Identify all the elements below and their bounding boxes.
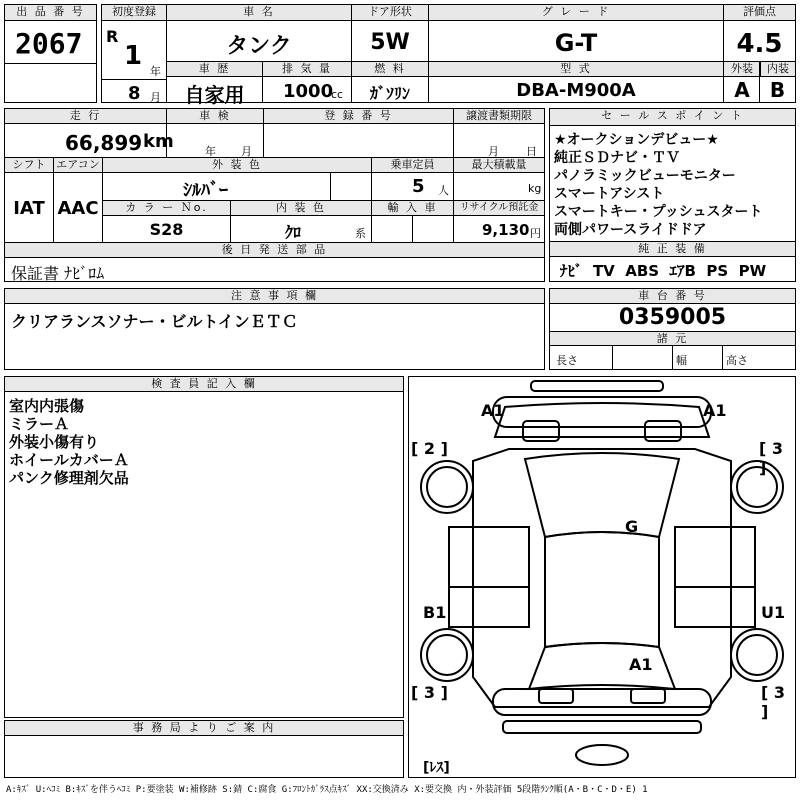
- first-reg-label: 初度登録: [102, 5, 166, 21]
- model: DBA-M900A: [516, 80, 636, 101]
- notes-label: 注 意 事 項 欄: [5, 289, 544, 304]
- reg-no-label: 登 録 番 号: [264, 109, 453, 124]
- later-box: [4, 242, 545, 282]
- sales-line: スマートキー・プッシュスタート: [554, 204, 763, 220]
- transfer-day-unit: 日: [526, 145, 537, 158]
- int-color-label: 内 装 色: [231, 201, 371, 216]
- ext-color-label: 外 装 色: [103, 158, 371, 173]
- inspector-line: ミラーＡ: [9, 415, 70, 433]
- ext-int-box: [723, 61, 796, 103]
- mark-rear-left-tire: [ 3 ]: [411, 683, 448, 702]
- equipment-box: [549, 241, 796, 282]
- score: 4.5: [736, 29, 783, 59]
- load-unit: kg: [528, 182, 542, 195]
- ext-color: ｼﾙﾊﾞｰ: [183, 180, 228, 201]
- sales-line: 純正ＳＤナビ・ＴＶ: [554, 150, 680, 166]
- model-label: 型 式: [429, 62, 723, 77]
- mileage-unit: km: [143, 131, 174, 152]
- divider: [330, 173, 331, 200]
- transfer-label: 譲渡書類期限: [454, 109, 544, 124]
- capacity-unit: 人: [438, 184, 449, 197]
- mark-a1-front-right: A1: [703, 401, 727, 420]
- import-box: [371, 200, 454, 243]
- month-unit: 月: [150, 91, 161, 104]
- capacity-box: [371, 157, 454, 201]
- sales-line: スマートアシスト: [554, 186, 665, 202]
- int-color-box: [230, 200, 372, 243]
- displacement: 1000: [283, 81, 334, 102]
- sales-line: ★オークションデビュー★: [554, 132, 719, 148]
- year-unit: 年: [150, 65, 161, 78]
- shift: IAT: [13, 198, 45, 219]
- displacement-label: 排 気 量: [263, 62, 351, 77]
- grade: G-T: [554, 29, 598, 57]
- interior-grade: B: [769, 78, 786, 102]
- inspector-box: [4, 376, 404, 718]
- load-box: [453, 157, 545, 201]
- later: 保証書 ﾅﾋﾞﾛﾑ: [11, 264, 105, 283]
- notes-box: [4, 288, 545, 370]
- width-label: 幅: [676, 354, 687, 367]
- office-box: [4, 720, 404, 778]
- interior-label: 内装: [760, 62, 795, 77]
- history-box: [166, 61, 263, 107]
- mark-b1-left: B1: [423, 603, 447, 622]
- equipment: ﾅﾋﾞ TV ABS ｴｱB PS PW: [560, 262, 767, 280]
- capacity: 5: [412, 176, 425, 197]
- length-label: 長さ: [556, 354, 578, 367]
- car-diagram: [409, 377, 795, 777]
- chassis-label: 車 台 番 号: [550, 289, 795, 304]
- recycle-unit: 円: [530, 227, 541, 240]
- grade-label: グ レ ー ド: [429, 5, 723, 21]
- exterior-grade: A: [734, 78, 750, 102]
- divider: [722, 346, 723, 369]
- inspection-year-unit: 年: [205, 145, 216, 158]
- inspector-line: 室内内張傷: [9, 397, 85, 415]
- grade-box: [428, 4, 724, 62]
- mark-g-windshield: G: [625, 517, 639, 536]
- inspector-line: 外装小傷有り: [9, 433, 100, 451]
- mileage-label: 走 行: [5, 109, 166, 124]
- era: R: [106, 27, 119, 46]
- color-no: S28: [149, 220, 184, 239]
- lot-label: 出 品 番 号: [5, 5, 96, 21]
- load-label: 最大積載量: [454, 158, 544, 173]
- fuel-box: [351, 61, 429, 103]
- mark-u1-right: U1: [761, 603, 786, 622]
- lot-box: [4, 4, 97, 64]
- divider: [102, 79, 166, 80]
- sales-line: パノラミックビューモニター: [554, 168, 736, 184]
- legend: A:ｷｽﾞ U:ﾍｺﾐ B:ｷｽﾞを伴うﾍｺﾐ P:要塗装 W:補修跡 S:錆 C:腐食 G:ﾌﾛﾝﾄｶﾞﾗｽ点ｷｽﾞ XX:交換済み X:要交換 内・外装評価 5段階ﾗﾝｸ順(A・B・C・D・E) 1: [6, 785, 648, 795]
- fuel-label: 燃 料: [352, 62, 428, 77]
- car-diagram-box: [408, 376, 796, 778]
- lot-sub-box: [4, 63, 97, 103]
- score-label: 評価点: [724, 5, 795, 21]
- notes: クリアランスソナー・ビルトインＥＴＣ: [11, 312, 298, 331]
- mileage: 66,899: [65, 131, 143, 155]
- import-label: 輸 入 車: [372, 201, 453, 216]
- ac-box: [53, 157, 103, 243]
- mark-front-right-tire: [ 3 ]: [759, 439, 784, 477]
- ac: AAC: [57, 198, 99, 219]
- int-color-suffix: 系: [355, 227, 366, 240]
- inspector-line: ホイールカバーＡ: [9, 451, 129, 469]
- inspection-label: 車 検: [167, 109, 263, 124]
- shift-label: シフト: [5, 158, 53, 173]
- color-no-label: カ ラ ー Ｎo.: [103, 201, 230, 216]
- office-label: 事 務 局 よ り ご 案 内: [5, 721, 403, 736]
- fuel: ｶﾞｿﾘﾝ: [369, 84, 410, 103]
- spec-label: 諸 元: [550, 331, 795, 346]
- mark-rear-right-tire: [ 3 ]: [761, 683, 786, 721]
- car-name: タンク: [226, 34, 292, 59]
- divider: [672, 346, 673, 369]
- mark-a1-rear: A1: [629, 655, 653, 674]
- doors-label: ドア形状: [352, 5, 428, 21]
- inspector-label: 検 査 員 記 入 欄: [5, 377, 403, 392]
- doors-box: [351, 4, 429, 62]
- reg-month: 8: [128, 83, 141, 104]
- car-name-box: [166, 4, 352, 62]
- car-name-label: 車 名: [167, 5, 351, 21]
- model-box: [428, 61, 724, 103]
- equipment-label: 純 正 装 備: [550, 242, 795, 257]
- int-color: ｸﾛ: [285, 223, 302, 242]
- sales-line: 両側パワースライドドア: [554, 222, 707, 238]
- shift-box: [4, 157, 54, 243]
- ext-color-box: [102, 157, 372, 201]
- color-no-box: [102, 200, 231, 243]
- sales-box: [549, 108, 796, 242]
- exterior-label: 外装: [724, 62, 760, 77]
- reg-year: 1: [124, 41, 143, 71]
- mark-front-left-tire: [ 2 ]: [411, 439, 448, 458]
- doors: 5W: [370, 30, 410, 55]
- transfer-box: [453, 108, 545, 158]
- score-box: [723, 4, 796, 62]
- inspection-box: [166, 108, 264, 158]
- ac-label: エアコン: [54, 158, 102, 173]
- displacement-unit: cc: [331, 88, 344, 101]
- reg-no-box: [263, 108, 454, 158]
- history-label: 車 歴: [167, 62, 262, 77]
- recycle-box: [453, 200, 545, 243]
- displacement-box: [262, 61, 352, 103]
- divider: [612, 346, 613, 369]
- later-label: 後 日 発 送 部 品: [5, 243, 544, 258]
- chassis-box: [549, 288, 796, 370]
- capacity-label: 乗車定員: [372, 158, 453, 173]
- transfer-month-unit: 月: [488, 145, 499, 158]
- first-reg-box: [101, 4, 167, 103]
- chassis-number: 0359005: [618, 305, 727, 330]
- divider: [412, 216, 413, 242]
- mark-spare: [ﾚｽ]: [423, 760, 450, 776]
- history: 自家用: [184, 83, 245, 107]
- recycle-label: リサイクル預託金: [454, 201, 544, 216]
- inspector-line: パンク修理剤欠品: [9, 469, 129, 487]
- mileage-box: [4, 108, 174, 158]
- lot-number: 2067: [15, 27, 83, 60]
- inspection-month-unit: 月: [241, 145, 252, 158]
- mark-a1-front-left: A1: [481, 401, 505, 420]
- height-label: 高さ: [726, 354, 748, 367]
- recycle: 9,130: [482, 221, 530, 239]
- sales-label: セ ー ル ス ポ イ ン ト: [550, 109, 795, 126]
